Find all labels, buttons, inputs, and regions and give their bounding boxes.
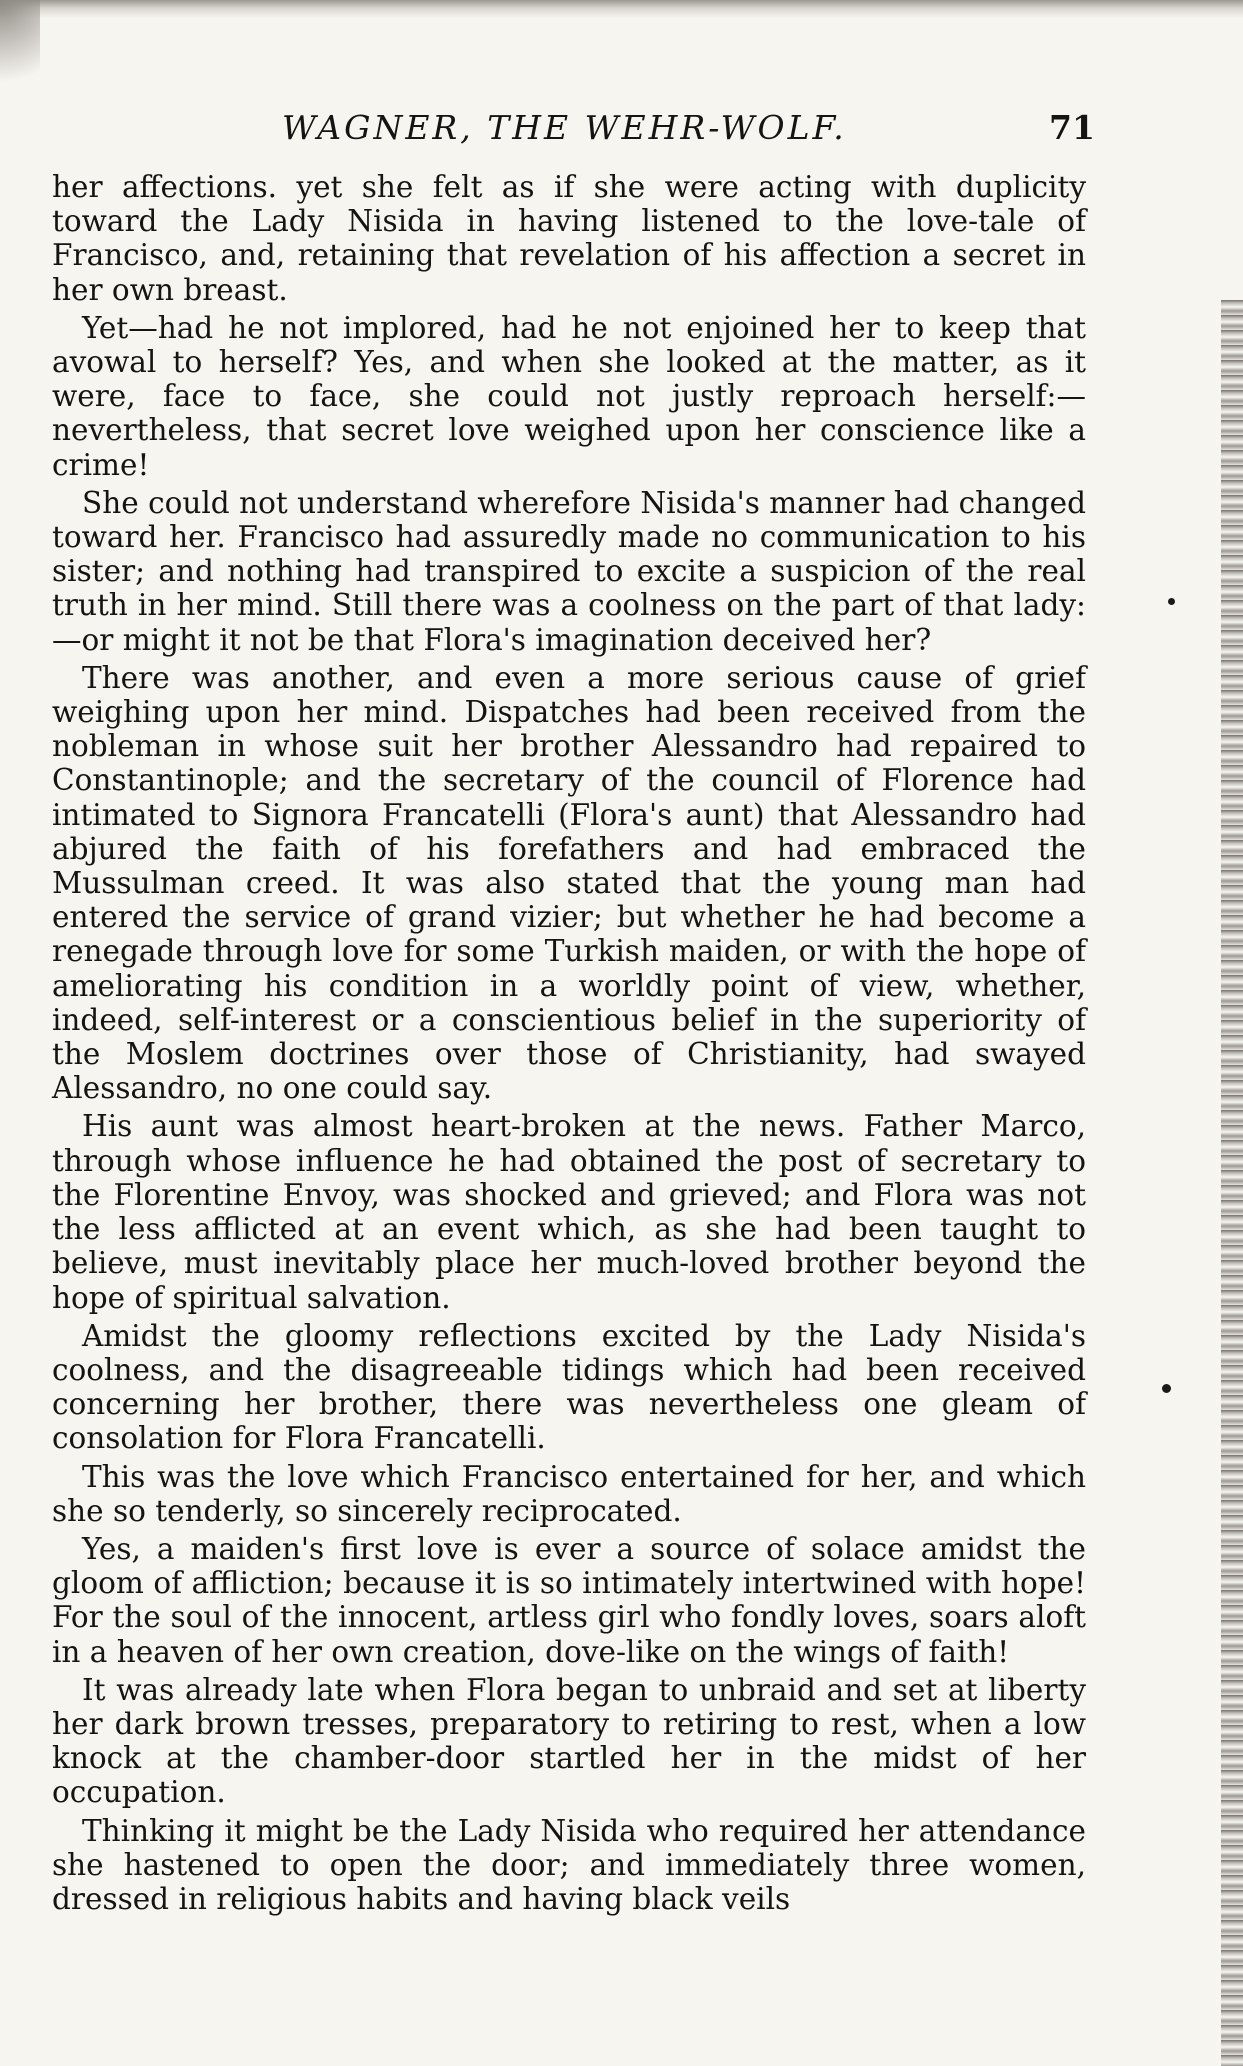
paragraph: This was the love which Francisco entertained for her, and which she so tenderly, so sincerely reciprocated.	[52, 1459, 1086, 1528]
page-corner-smudge	[0, 0, 40, 110]
body-text	[52, 170, 1086, 1920]
paragraph: His aunt was almost heart-broken at the news. Father Marco, through whose influence he had obtained the post of secretary to the Florentine Envoy, was shocked and grieved; and Flora was not the less afflicted at an event which, as she had been taught to believe, must inevitably place her much-loved brother beyond the hope of spiritual salvation.	[52, 1109, 1086, 1315]
paragraph: Amidst the gloomy reflections excited by the Lady Nisida's coolness, and the disagreeable tidings which had been received concerning her brother, there was nevertheless one gleam of consolation for Flora Francatelli.	[52, 1318, 1086, 1456]
paragraph: Yet—had he not implored, had he not enjoined her to keep that avowal to herself? Yes, and when she looked at the matter, as it were, face to face, she could not justly reproach herself:—nevertheless, that secret love weighed upon her conscience like a crime!	[52, 310, 1086, 482]
paragraph: She could not understand wherefore Nisida's manner had changed toward her. Francisco had assuredly made no communication to his sister; and nothing had transpired to excite a suspicion of the real truth in her mind. Still there was a coolness on the part of that lady:—or might it not be that Flora's imagination deceived her?	[52, 485, 1086, 657]
paragraph: her affections. yet she felt as if she were acting with duplicity toward the Lady Nisida in having listened to the love-tale of Francisco, and, retaining that revelation of his affection a secret in her own breast.	[52, 170, 1086, 307]
paragraph: There was another, and even a more serious cause of grief weighing upon her mind. Dispatches had been received from the nobleman in whose suit her brother Alessandro had repaired to Constantinople; and the secretary of the council of Florence had intimated to Signora Francatelli (Flora's aunt) that Alessandro had abjured the faith of his forefathers and had embraced the Mussulman creed. It was also stated that the young man had entered the service of grand vizier; but whether he had become a renegade through love for some Turkish maiden, or with the hope of ameliorating his condition in a worldly point of view, whether, indeed, self-interest or a conscientious belief in the superiority of the Moslem doctrines over those of Christianity, had swayed Alessandro, no one could say.	[52, 660, 1086, 1106]
running-head	[0, 108, 1243, 160]
page-number: 71	[1049, 108, 1095, 147]
paragraph: Thinking it might be the Lady Nisida who required her attendance she hastened to open the door; and immediately three women, dressed in religious habits and having black veils	[52, 1813, 1086, 1916]
ink-speck	[1162, 1384, 1171, 1393]
page-right-edge	[1221, 300, 1243, 2066]
paragraph: It was already late when Flora began to unbraid and set at liberty her dark brown tresses, preparatory to retiring to rest, when a low knock at the chamber-door startled her in the midst of her occupation.	[52, 1672, 1086, 1810]
page-top-edge	[0, 0, 1243, 18]
running-head-title: WAGNER, THE WEHR-WOLF.	[282, 108, 847, 147]
paragraph: Yes, a maiden's first love is ever a source of solace amidst the gloom of affliction; because it is so intimately intertwined with hope! For the soul of the innocent, artless girl who fondly loves, soars aloft in a heaven of her own creation, dove-like on the wings of faith!	[52, 1531, 1086, 1669]
ink-speck	[1168, 598, 1175, 605]
